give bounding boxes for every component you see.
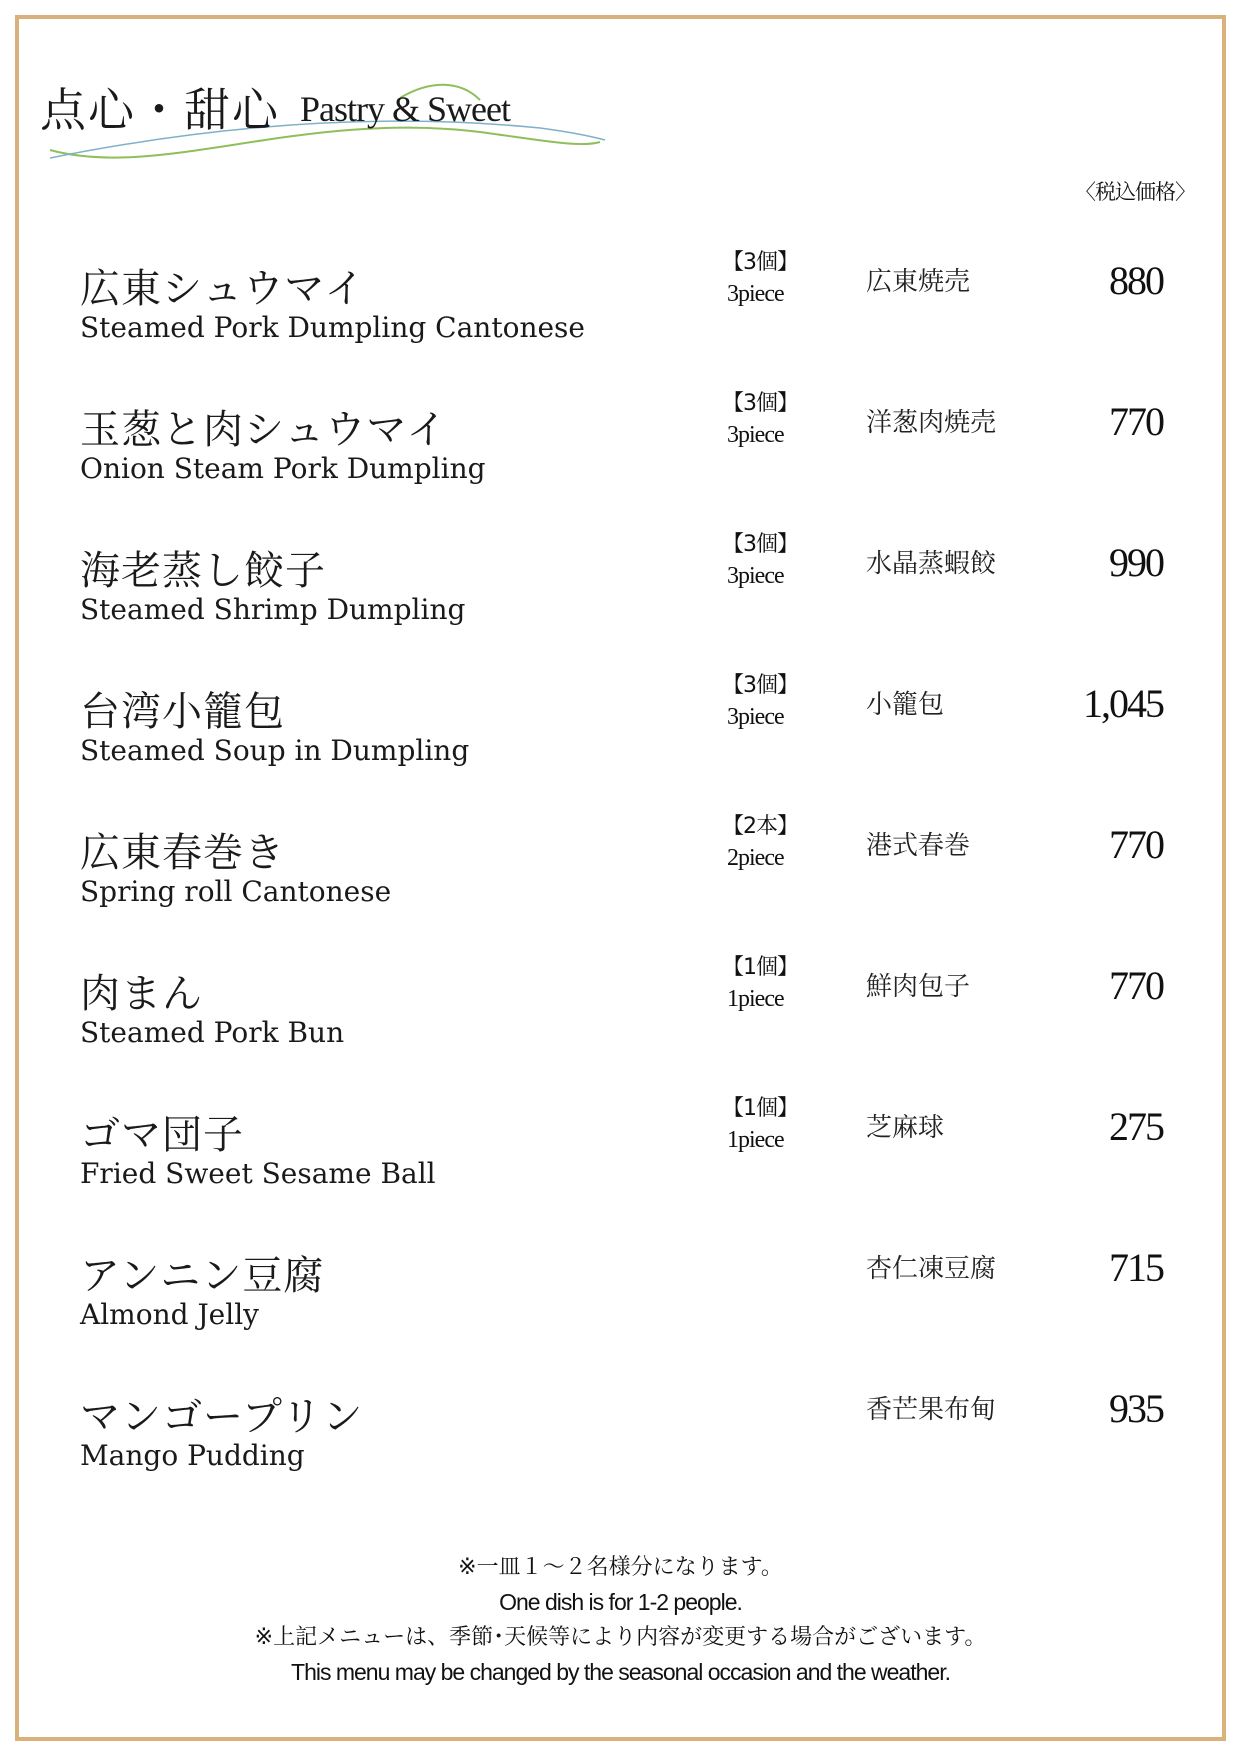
- menu-item: [0, 1240, 1241, 1360]
- item-name-jp: 広東春巻き: [80, 830, 285, 876]
- item-name-en: Steamed Soup in Dumpling: [80, 734, 470, 767]
- item-quantity-jp: 【3個】: [722, 673, 798, 698]
- item-price: 770: [1109, 963, 1163, 1008]
- item-quantity-en: 3piece: [727, 704, 784, 730]
- menu-item: [0, 673, 1241, 796]
- item-quantity-en: 3piece: [727, 563, 784, 589]
- item-name-jp: 玉葱と肉シュウマイ: [80, 407, 448, 453]
- item-name-cn: 鮮肉包子: [866, 972, 971, 1002]
- item-name-cn: 港式春巻: [866, 831, 971, 861]
- menu-item: [0, 814, 1241, 937]
- footer-note-serving-en: One dish is for 1-2 people.: [499, 1589, 742, 1615]
- item-name-en: Mango Pudding: [80, 1439, 305, 1472]
- item-price: 935: [1109, 1386, 1163, 1431]
- item-quantity-en: 1piece: [727, 986, 784, 1012]
- item-quantity-en: 2piece: [727, 845, 784, 871]
- item-name-cn: 香芒果布甸: [866, 1395, 997, 1425]
- item-price: 275: [1109, 1104, 1163, 1149]
- item-name-en: Fried Sweet Sesame Ball: [80, 1157, 436, 1190]
- footer-note-serving-jp: ※一皿１～２名様分になります。: [458, 1555, 783, 1580]
- item-quantity-jp: 【3個】: [722, 250, 798, 275]
- item-price: 1,045: [1083, 681, 1163, 726]
- item-name-en: Almond Jelly: [80, 1298, 259, 1331]
- item-name-jp: ゴマ団子: [80, 1112, 244, 1158]
- item-name-cn: 小籠包: [866, 690, 945, 720]
- item-price: 990: [1109, 540, 1163, 585]
- tax-included-note: 〈税込価格〉: [1075, 180, 1195, 204]
- item-name-jp: 台湾小籠包: [80, 689, 285, 735]
- item-price: 770: [1109, 822, 1163, 867]
- item-name-cn: 杏仁凍豆腐: [866, 1254, 997, 1284]
- item-quantity-jp: 【1個】: [722, 955, 798, 980]
- item-name-en: Onion Steam Pork Dumpling: [80, 452, 486, 485]
- item-name-jp: アンニン豆腐: [80, 1253, 325, 1299]
- item-name-cn: 広東焼売: [866, 267, 971, 297]
- item-name-jp: マンゴープリン: [80, 1394, 364, 1440]
- item-name-en: Steamed Pork Dumpling Cantonese: [80, 311, 585, 344]
- item-name-en: Steamed Pork Bun: [80, 1016, 345, 1049]
- item-quantity-jp: 【3個】: [722, 532, 798, 557]
- page-title-en: Pastry & Sweet: [300, 89, 510, 129]
- page-title-jp: 点心・甜心: [40, 83, 280, 137]
- item-name-jp: 海老蒸し餃子: [80, 548, 326, 594]
- menu-item: [0, 391, 1241, 514]
- menu-item: [0, 1381, 1241, 1501]
- item-quantity-jp: 【2本】: [722, 814, 798, 839]
- item-price: 715: [1109, 1245, 1163, 1290]
- item-quantity-jp: 【1個】: [722, 1096, 798, 1121]
- item-name-jp: 広東シュウマイ: [80, 266, 366, 312]
- item-name-cn: 芝麻球: [866, 1113, 945, 1143]
- footer-note-changes-en: This menu may be changed by the seasonal occasion and the weather.: [291, 1659, 950, 1685]
- item-name-jp: 肉まん: [80, 971, 203, 1017]
- item-quantity-en: 1piece: [727, 1127, 784, 1153]
- footer-notes: [0, 1550, 1241, 1690]
- menu-item: [0, 955, 1241, 1078]
- item-price: 880: [1109, 258, 1163, 303]
- footer-note-changes-jp: ※上記メニューは、季節･天候等により内容が変更する場合がございます。: [254, 1625, 987, 1650]
- item-quantity-en: 3piece: [727, 422, 784, 448]
- item-price: 770: [1109, 399, 1163, 444]
- item-quantity-en: 3piece: [727, 281, 784, 307]
- item-name-en: Spring roll Cantonese: [80, 875, 392, 908]
- item-quantity-jp: 【3個】: [722, 391, 798, 416]
- item-name-cn: 洋葱肉焼売: [866, 408, 997, 438]
- menu-item: [0, 532, 1241, 655]
- menu-item: [0, 1096, 1241, 1219]
- menu-item: [0, 250, 1241, 373]
- item-name-en: Steamed Shrimp Dumpling: [80, 593, 466, 626]
- item-name-cn: 水晶蒸蝦餃: [866, 549, 997, 579]
